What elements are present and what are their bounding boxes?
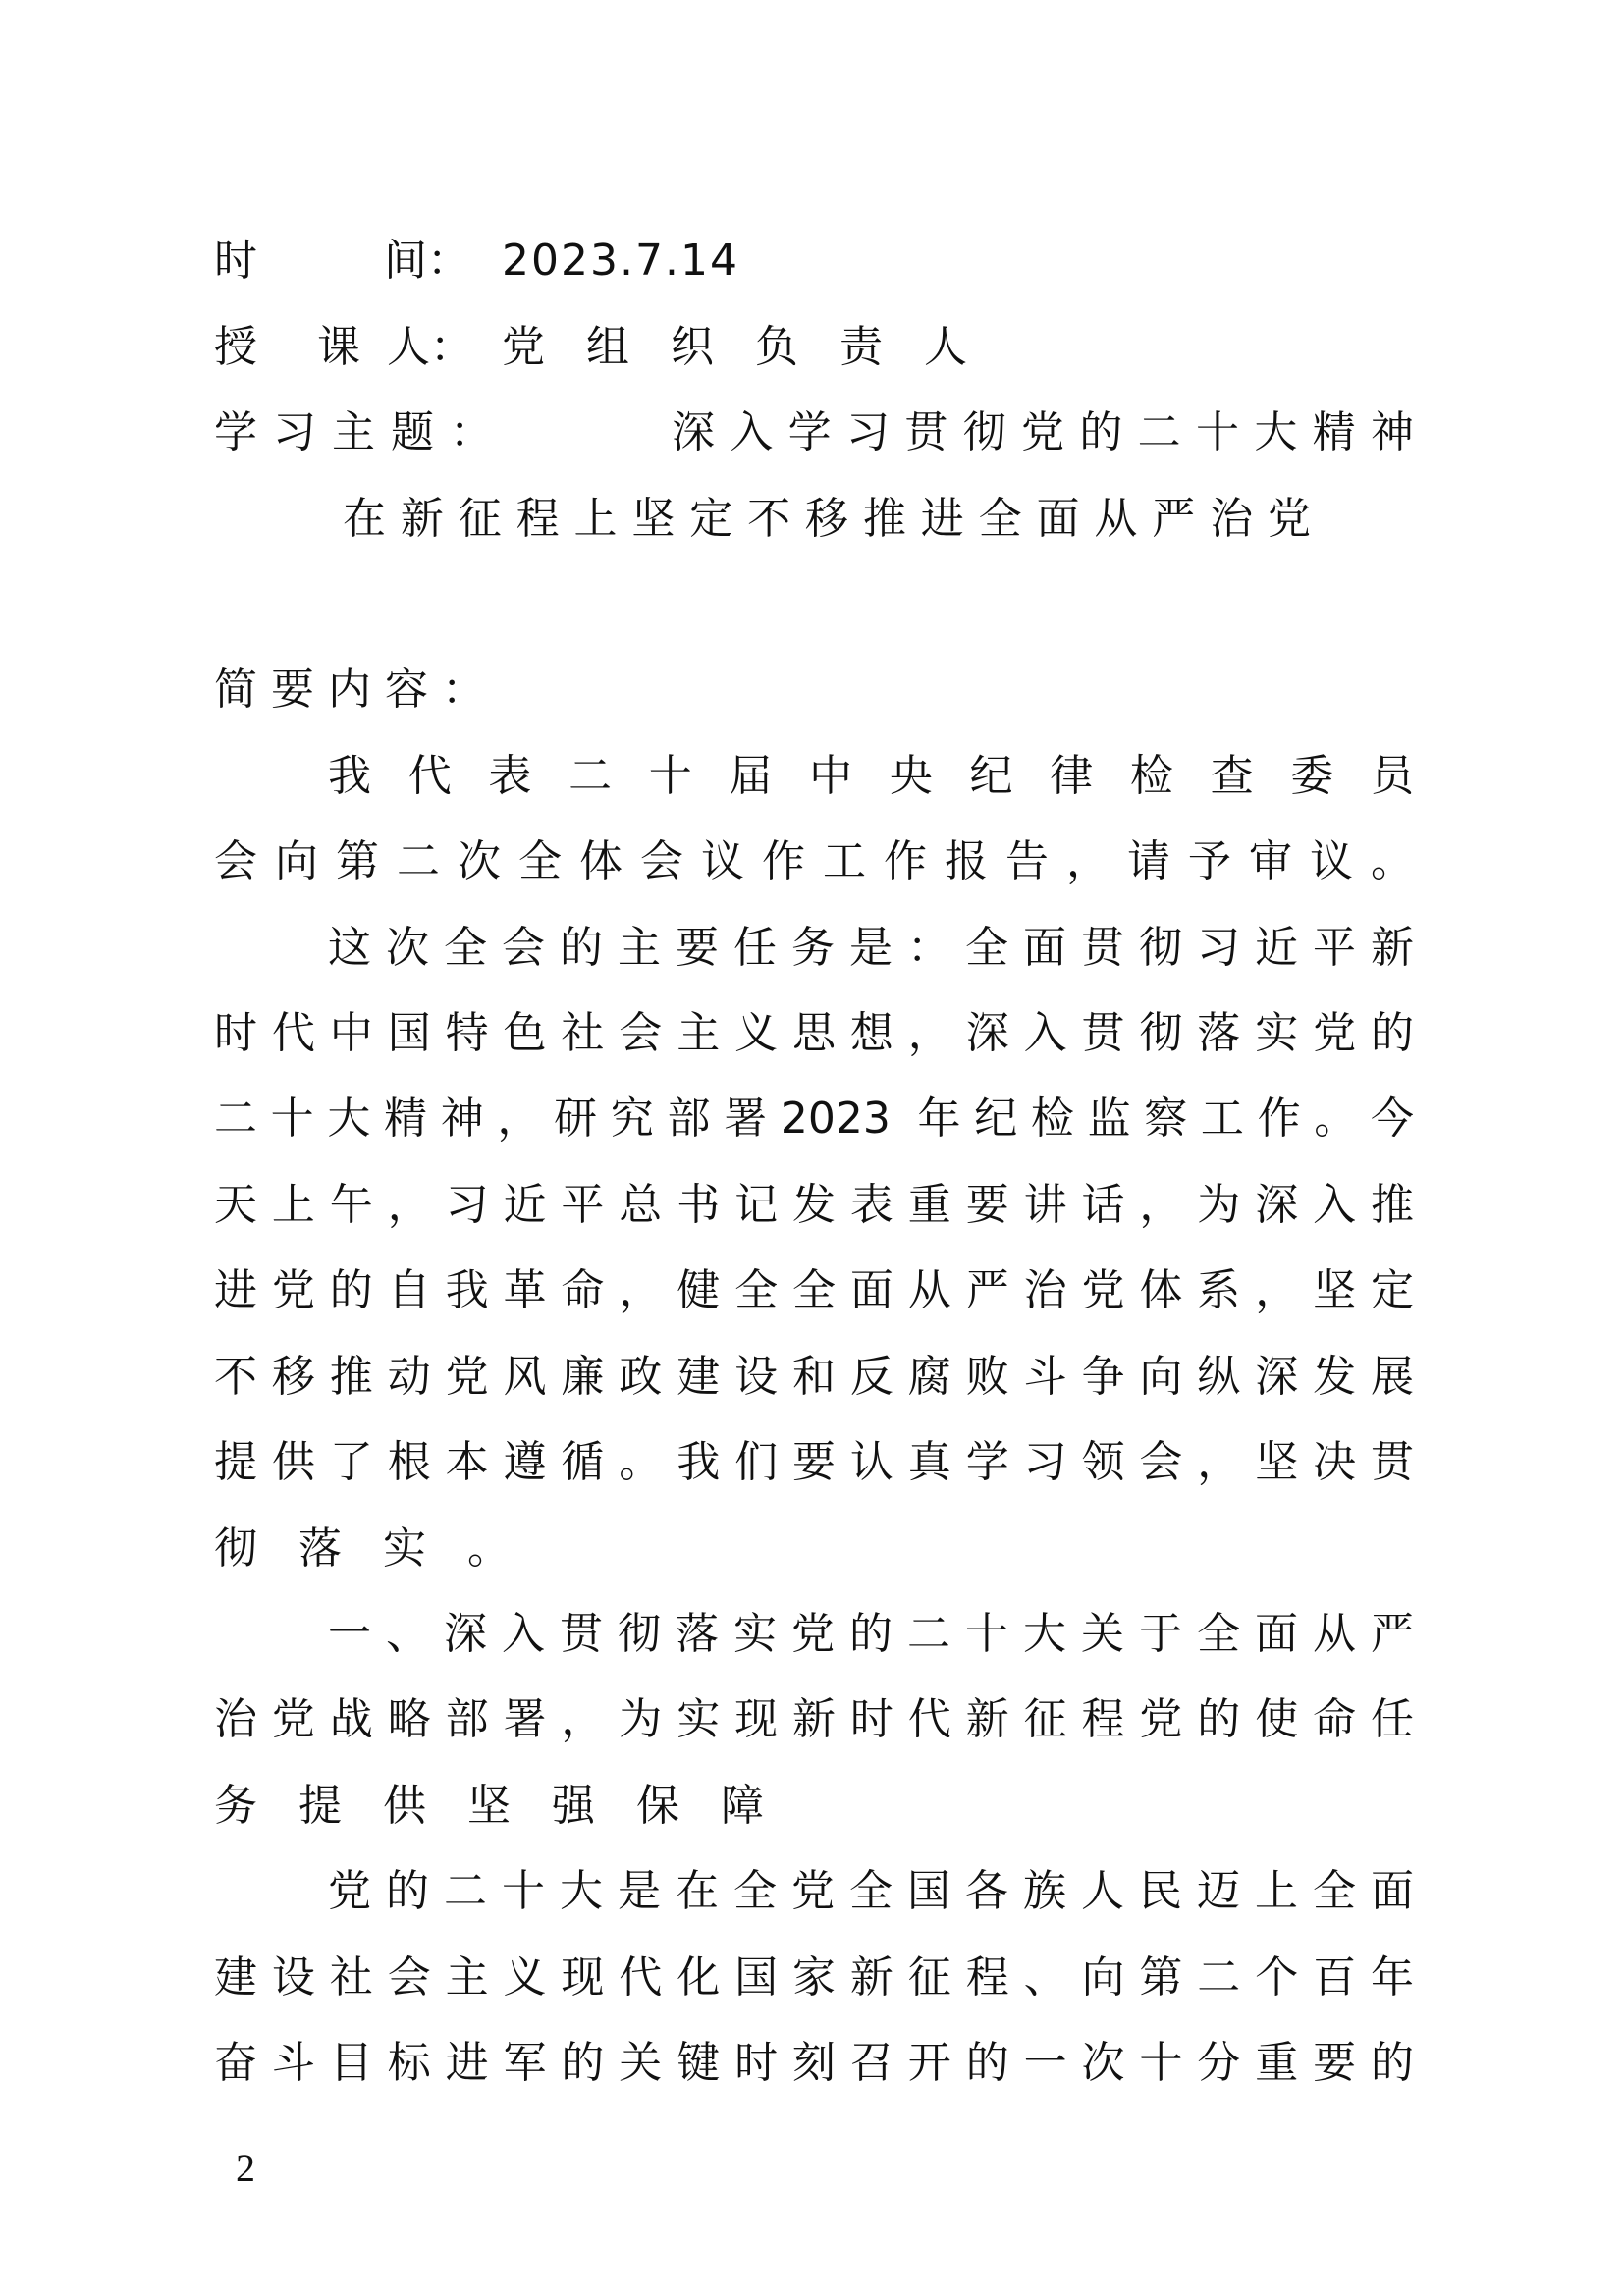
body-line: 奋斗目标进军的关键时刻召开的一次十分重要的 <box>214 2038 1414 2088</box>
body-line: 会向第二次全体会议作工作报告，请予审议。 <box>214 836 1414 886</box>
time-label-suffix: 间： <box>384 236 470 286</box>
time-value: 2023.7.14 <box>502 236 739 286</box>
section-heading-line: 务提供坚强保障 <box>214 1781 805 1831</box>
body-line: 建设社会主义现代化国家新征程、向第二个百年 <box>214 1952 1414 2002</box>
body-line: 彻落实。 <box>214 1523 552 1574</box>
body-line: 提供了根本遵循。我们要认真学习领会，坚决贯 <box>214 1437 1414 1487</box>
topic-label: 学习主题： <box>214 407 509 457</box>
body-line: 天上午，习近平总书记发表重要讲话，为深入推 <box>214 1180 1414 1230</box>
section-heading-line: 治党战略部署，为实现新时代新征程党的使命任 <box>214 1694 1414 1744</box>
body-line: 进党的自我革命，健全全面从严治党体系，坚定 <box>214 1265 1414 1315</box>
body-line: 这次全会的主要任务是：全面贯彻习近平新 <box>328 923 1414 973</box>
body-line: 时代中国特色社会主义思想，深入贯彻落实党的 <box>214 1008 1414 1058</box>
body-line: 不移推动党风廉政建设和反腐败斗争向纵深发展 <box>214 1352 1414 1402</box>
topic-line-2: 在新征程上坚定不移推进全面从严治党 <box>343 494 1311 544</box>
time-label: 时 <box>214 236 257 286</box>
topic-line-1: 深入学习贯彻党的二十大精神 <box>672 407 1414 457</box>
body-line: 党的二十大是在全党全国各族人民迈上全面 <box>328 1866 1414 1916</box>
body-line: 我代表二十届中央纪律检查委员 <box>328 751 1414 801</box>
page-number: 2 <box>236 2146 255 2190</box>
lecturer-value: 党组织负责人 <box>502 322 1008 372</box>
lecturer-label-2: 课 <box>317 322 360 372</box>
lecturer-label-1: 授 <box>214 322 257 372</box>
summary-label: 简要内容： <box>214 665 499 715</box>
section-heading-line: 一、深入贯彻落实党的二十大关于全面从严 <box>328 1609 1414 1659</box>
body-line: 二十大精神，研究部署2023 年纪检监察工作。今 <box>214 1094 1414 1144</box>
lecturer-label-3: 人： <box>387 322 473 372</box>
